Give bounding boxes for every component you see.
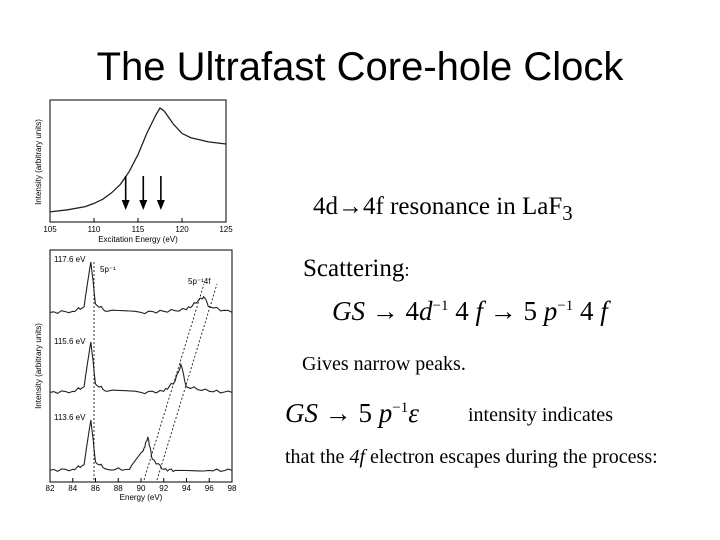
scattering-heading	[303, 255, 410, 283]
trace-label-117: 117.6 eV	[54, 255, 86, 264]
escape-text	[285, 444, 665, 470]
absorption-xtick-label: 120	[175, 225, 189, 234]
eq1-gs: GS	[332, 296, 365, 326]
photoemission-xtick-label: 92	[159, 484, 169, 493]
slide-title: The Ultrafast Core-hole Clock	[96, 45, 624, 89]
eq2-c: 5	[358, 398, 372, 428]
eq1-exp2: −1	[557, 298, 574, 314]
photoemission-xtick-label: 94	[182, 484, 191, 493]
photoemission-traces	[50, 262, 232, 472]
escape-pre: that the	[285, 446, 350, 468]
scattering-label: Scattering	[303, 255, 405, 282]
eq1-b: 4	[455, 296, 469, 326]
eq2-gs: GS	[285, 398, 318, 428]
absorption-ylabel: Intensity (arbitrary units)	[34, 119, 43, 205]
absorption-chart	[32, 96, 233, 246]
photoemission-xtick-label: 90	[136, 484, 146, 493]
eq1-d: d	[419, 296, 433, 326]
absorption-xtick-label: 115	[131, 225, 145, 234]
resonance-middle: 4f resonance in La	[363, 193, 549, 220]
eq1-arrow-2: →	[489, 296, 517, 326]
eq1-exp1: −1	[432, 298, 449, 314]
photoemission-xtick-label: 84	[68, 484, 78, 493]
eq1-p: p	[543, 296, 558, 326]
photoemission-trace	[50, 262, 232, 314]
absorption-xtick-label: 105	[43, 225, 57, 234]
resonance-prefix: 4d	[313, 193, 338, 220]
absorption-curve	[50, 108, 226, 212]
resonance-element: F	[548, 193, 563, 220]
photoemission-xtick-label: 82	[45, 484, 55, 493]
eq1-f2: f	[600, 296, 608, 326]
absorption-xticks	[43, 218, 233, 234]
absorption-xtick-label: 125	[219, 225, 233, 234]
peak-label-5p4f: 5p⁻¹4f	[188, 277, 211, 286]
photoemission-xtick-label: 88	[113, 484, 123, 493]
eq2-p: p	[378, 398, 393, 428]
photoemission-ylabel: Intensity (arbitrary units)	[34, 323, 43, 409]
scattering-equation	[332, 296, 608, 327]
eq2-eps: ε	[408, 398, 419, 428]
photoemission-xtick-label: 98	[227, 484, 237, 493]
photoemission-trace	[50, 420, 232, 472]
guide-line-5p4f-right	[157, 284, 217, 480]
down-arrow-icon	[139, 176, 147, 210]
down-arrow-icon	[157, 176, 165, 210]
intensity-text: intensity indicates	[468, 404, 613, 426]
eq2-exp: −1	[392, 400, 409, 416]
photoemission-chart	[32, 248, 236, 506]
photoemission-xlabel: Energy (eV)	[119, 493, 163, 502]
absorption-chart-frame	[50, 100, 226, 222]
direct-equation	[285, 398, 419, 429]
eq2-arrow: →	[324, 398, 352, 428]
photoemission-xtick-label: 96	[204, 484, 214, 493]
eq1-arrow-1: →	[371, 296, 399, 326]
escape-post: electron escapes during the process:	[365, 446, 658, 468]
trace-label-115: 115.6 eV	[54, 337, 86, 346]
right-arrow-icon: →	[338, 193, 363, 220]
escape-italic: 4f	[349, 446, 365, 468]
absorption-xlabel: Excitation Energy (eV)	[98, 235, 178, 244]
scattering-colon: :	[404, 260, 410, 281]
eq1-f1: f	[475, 296, 483, 326]
trace-label-113: 113.6 eV	[54, 413, 86, 422]
eq1-e: 4	[579, 296, 594, 326]
photoemission-xticks	[46, 478, 237, 493]
photoemission-trace	[50, 342, 232, 394]
photoemission-xtick-label: 86	[91, 484, 100, 493]
resonance-subscript: 3	[562, 201, 573, 225]
narrow-peaks-text: Gives narrow peaks.	[302, 353, 466, 375]
eq1-c: 5	[523, 296, 537, 326]
absorption-xtick-label: 110	[87, 225, 101, 234]
resonance-heading	[313, 193, 573, 226]
eq1-a: 4	[405, 296, 419, 326]
excitation-arrows	[122, 176, 165, 210]
peak-label-5p: 5p⁻¹	[100, 265, 116, 274]
